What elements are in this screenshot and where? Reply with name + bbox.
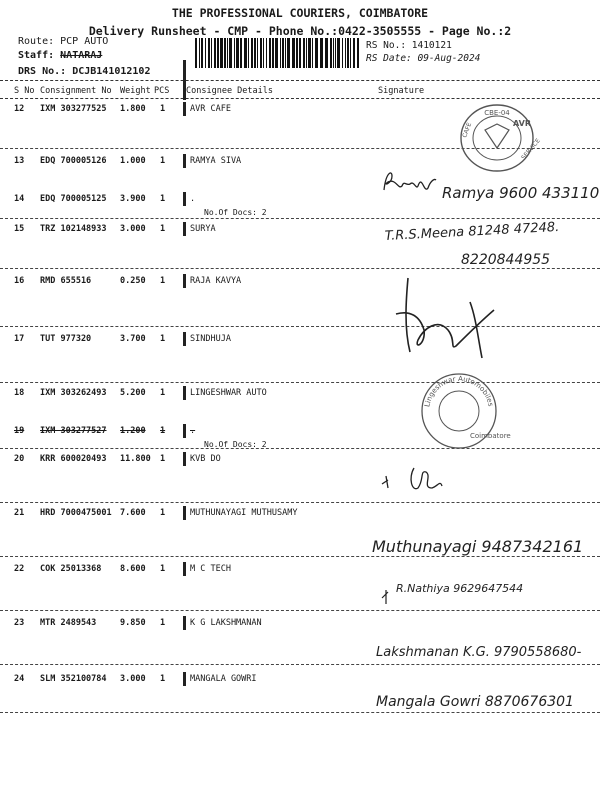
barcode-bar: [269, 38, 271, 68]
row-consignee: .: [190, 426, 196, 436]
row-consignee: M C TECH: [190, 564, 231, 574]
row-sno: 20: [14, 454, 25, 464]
barcode-bar: [227, 38, 228, 68]
row-divider: [0, 218, 600, 219]
avr-stamp-side2: SERVICE: [520, 137, 542, 162]
row-weight: 5.200: [120, 388, 146, 398]
barcode-bar: [335, 38, 336, 68]
barcode-bar: [214, 38, 216, 68]
barcode-bar: [287, 38, 290, 68]
barcode-bar: [312, 38, 313, 68]
row-scan-mark: [183, 192, 186, 206]
row-divider: [0, 382, 600, 383]
barcode-bar: [353, 38, 355, 68]
barcode-bar: [292, 38, 295, 68]
row-pcs: 1: [160, 156, 166, 166]
row-consignee: K G LAKSHMANAN: [190, 618, 262, 628]
barcode-bar: [272, 38, 274, 68]
row-consignment: TUT 977320: [40, 334, 92, 344]
row-sno: 19: [14, 426, 25, 436]
row-consignee: SINDHUJA: [190, 334, 231, 344]
barcode-bar: [330, 38, 332, 68]
barcode-bar: [306, 38, 307, 68]
row-consignee: SURYA: [190, 224, 216, 234]
row-scan-mark: [183, 506, 186, 520]
barcode-bar: [320, 38, 323, 68]
row-weight: 7.600: [120, 508, 146, 518]
row-scan-mark: [183, 102, 186, 116]
row-consignment: MTR 2489543: [40, 618, 97, 628]
row-consignee: LINGESHWAR AUTO: [190, 388, 267, 398]
col-consignment: Consignment No: [40, 86, 112, 96]
row-consignee: AVR CAFE: [190, 104, 231, 114]
row-consignee: .: [190, 194, 196, 204]
barcode-bar: [266, 38, 267, 68]
barcode-bar: [244, 38, 247, 68]
row-pcs: 1: [160, 194, 166, 204]
row-scan-mark: [183, 154, 186, 168]
row-weight: 1.200: [120, 426, 146, 436]
row-pcs: 1: [160, 454, 166, 464]
row-consignee: RAMYA SIVA: [190, 156, 242, 166]
signature-row-13: [378, 160, 600, 210]
header-divider-top: [0, 80, 600, 81]
row-sno: 23: [14, 618, 25, 628]
barcode-bar: [308, 38, 311, 68]
row-sno: 22: [14, 564, 25, 574]
barcode-bar: [257, 38, 258, 68]
barcode-bar: [333, 38, 334, 68]
barcode-bar: [357, 38, 359, 68]
row-divider: [0, 448, 600, 449]
row-consignment: KRR 600020493: [40, 454, 107, 464]
row-consignment: EDQ 700005126: [40, 156, 107, 166]
row-consignee: MUTHUNAYAGI MUTHUSAMY: [190, 508, 298, 518]
handwriting-r13: Ramya 9600 433110: [442, 184, 600, 202]
handwriting-r22: R.Nathiya 9629647544: [396, 582, 524, 595]
row-pcs: 1: [160, 224, 166, 234]
col-consignee: Consignee Details: [186, 86, 273, 96]
runsheet-subtitle: Delivery Runsheet - CMP - Phone No.:0422-3505555 - Page No.:2: [88, 24, 512, 38]
barcode-bar: [263, 38, 264, 68]
company-title: THE PROFESSIONAL COURIERS, COIMBATORE: [171, 6, 429, 20]
signature-row-24: [374, 676, 594, 726]
row-sno: 17: [14, 334, 25, 344]
avr-stamp-side1: CAFE: [461, 121, 474, 139]
handwriting-r24: Mangala Gowri 8870676301: [376, 694, 574, 710]
row-weight: 3.900: [120, 194, 146, 204]
handwriting-r15a: T.R.S.Meena 81248 47248.: [384, 219, 560, 244]
avr-stamp-top: CBE-04: [484, 109, 510, 117]
row-scan-mark: [183, 424, 186, 438]
rs-number: RS No.: 1410121: [366, 40, 452, 51]
barcode-bar: [201, 38, 203, 68]
row-weight: 3.700: [120, 334, 146, 344]
row-consignee: RAJA KAVYA: [190, 276, 242, 286]
row-weight: 9.850: [120, 618, 146, 628]
signature-row-21: [370, 518, 595, 568]
row-scan-mark: [183, 386, 186, 400]
row-consignment: RMD 655516: [40, 276, 92, 286]
row-consignment: HRD 7000475001: [40, 508, 112, 518]
col-sno: S No: [14, 86, 35, 96]
barcode-bar: [220, 38, 223, 68]
barcode-bar: [275, 38, 278, 68]
row-consignment: IXM 303262493: [40, 388, 107, 398]
staff-label: Staff:: [18, 50, 55, 61]
row-pcs: 1: [160, 674, 166, 684]
col-pcs: PCS: [154, 86, 170, 96]
barcode-bar: [350, 38, 351, 68]
handwriting-r15b: 8220844955: [461, 252, 551, 268]
row-consignment: COK 25013368: [40, 564, 102, 574]
row-weight: 11.800: [120, 454, 151, 464]
lingeshwar-city: Coimbatore: [470, 432, 511, 440]
barcode-bar: [299, 38, 301, 68]
row-pcs: 1: [160, 618, 166, 628]
row-sno: 12: [14, 104, 25, 114]
barcode-bar: [251, 38, 253, 68]
row-weight: 1.800: [120, 104, 146, 114]
barcode-bar: [282, 38, 284, 68]
row-weight: 1.000: [120, 156, 146, 166]
row-consignment: IXM 303277525: [40, 104, 107, 114]
barcode-bar: [236, 38, 239, 68]
row-divider: [0, 326, 600, 327]
barcode-bar: [224, 38, 226, 68]
barcode-bar: [254, 38, 256, 68]
drs-label: DRS No.:: [18, 66, 67, 77]
row-consignment: IXM 303277527: [40, 426, 107, 436]
drs-value: DCJB141012102: [72, 66, 151, 77]
row-pcs: 1: [160, 388, 166, 398]
barcode-bar: [345, 38, 346, 68]
barcode-bar: [240, 38, 242, 68]
row-scan-mark: [183, 616, 186, 630]
drs-line: [18, 66, 150, 77]
row-weight: 0.250: [120, 276, 146, 286]
staff-line: [18, 50, 102, 61]
row-scan-mark: [183, 672, 186, 686]
col-signature: Signature: [378, 86, 425, 96]
rs-date: RS Date: 09-Aug-2024: [366, 53, 481, 64]
route-label: Route: PCP AUTO: [18, 36, 109, 47]
row-sno: 18: [14, 388, 25, 398]
row-weight: 3.000: [120, 224, 146, 234]
signature-row-23: [374, 626, 600, 674]
barcode-bar: [211, 38, 212, 68]
barcode-bar: [347, 38, 349, 68]
row-docs-count: No.Of Docs: 2: [204, 440, 267, 449]
barcode-bar: [199, 38, 200, 68]
barcode-bar: [248, 38, 249, 68]
handwriting-r21: Muthunayagi 9487342161: [372, 537, 584, 556]
signature-row-16-17: [390, 270, 510, 370]
barcode-bar: [260, 38, 262, 68]
barcode-bar: [303, 38, 305, 68]
row-divider: [0, 502, 600, 503]
scan-mark: [183, 60, 186, 100]
row-scan-mark: [183, 562, 186, 576]
row-sno: 21: [14, 508, 25, 518]
avr-stamp-brand: AVR: [513, 119, 531, 128]
row-sno: 14: [14, 194, 25, 204]
lingeshwar-stamp: [418, 370, 511, 452]
signature-row-20: [378, 458, 478, 502]
barcode-bar: [217, 38, 219, 68]
barcode-bar: [208, 38, 210, 68]
row-consignee: MANGALA GOWRI: [190, 674, 257, 684]
row-weight: 8.600: [120, 564, 146, 574]
barcode-bar: [285, 38, 286, 68]
barcode-bar: [342, 38, 343, 68]
row-sno: 15: [14, 224, 25, 234]
lingeshwar-ring-text: Lingeshwar Automobiles: [423, 374, 495, 408]
staff-value: NATARAJ: [60, 50, 103, 61]
row-pcs: 1: [160, 508, 166, 518]
handwriting-r23: Lakshmanan K.G. 9790558680-: [376, 645, 582, 660]
row-consignment: SLM 352100784: [40, 674, 107, 684]
barcode-bar: [325, 38, 328, 68]
row-scan-mark: [183, 222, 186, 236]
row-consignee: KVB DO: [190, 454, 221, 464]
row-pcs: 1: [160, 104, 166, 114]
barcode: [195, 38, 360, 68]
barcode-bar: [280, 38, 281, 68]
row-pcs: 1: [160, 426, 166, 436]
row-sno: 16: [14, 276, 25, 286]
barcode-bar: [195, 38, 197, 68]
row-docs-count: No.Of Docs: 2: [204, 208, 267, 217]
barcode-bar: [205, 38, 206, 68]
row-pcs: 1: [160, 276, 166, 286]
signature-row-22: [378, 568, 578, 620]
row-consignment: TRZ 102148933: [40, 224, 107, 234]
barcode-bar: [296, 38, 298, 68]
row-sno: 13: [14, 156, 25, 166]
barcode-bar: [234, 38, 235, 68]
signature-row-15: [383, 220, 593, 270]
row-scan-mark: [183, 452, 186, 466]
row-consignment: EDQ 700005125: [40, 194, 107, 204]
barcode-bar: [337, 38, 340, 68]
row-weight: 3.000: [120, 674, 146, 684]
col-weight: Weight: [120, 86, 151, 96]
row-scan-mark: [183, 332, 186, 346]
row-sno: 24: [14, 674, 25, 684]
header-divider-bottom: [0, 98, 600, 99]
row-pcs: 1: [160, 564, 166, 574]
row-pcs: 1: [160, 334, 166, 344]
row-scan-mark: [183, 274, 186, 288]
barcode-bar: [315, 38, 318, 68]
barcode-bar: [229, 38, 232, 68]
